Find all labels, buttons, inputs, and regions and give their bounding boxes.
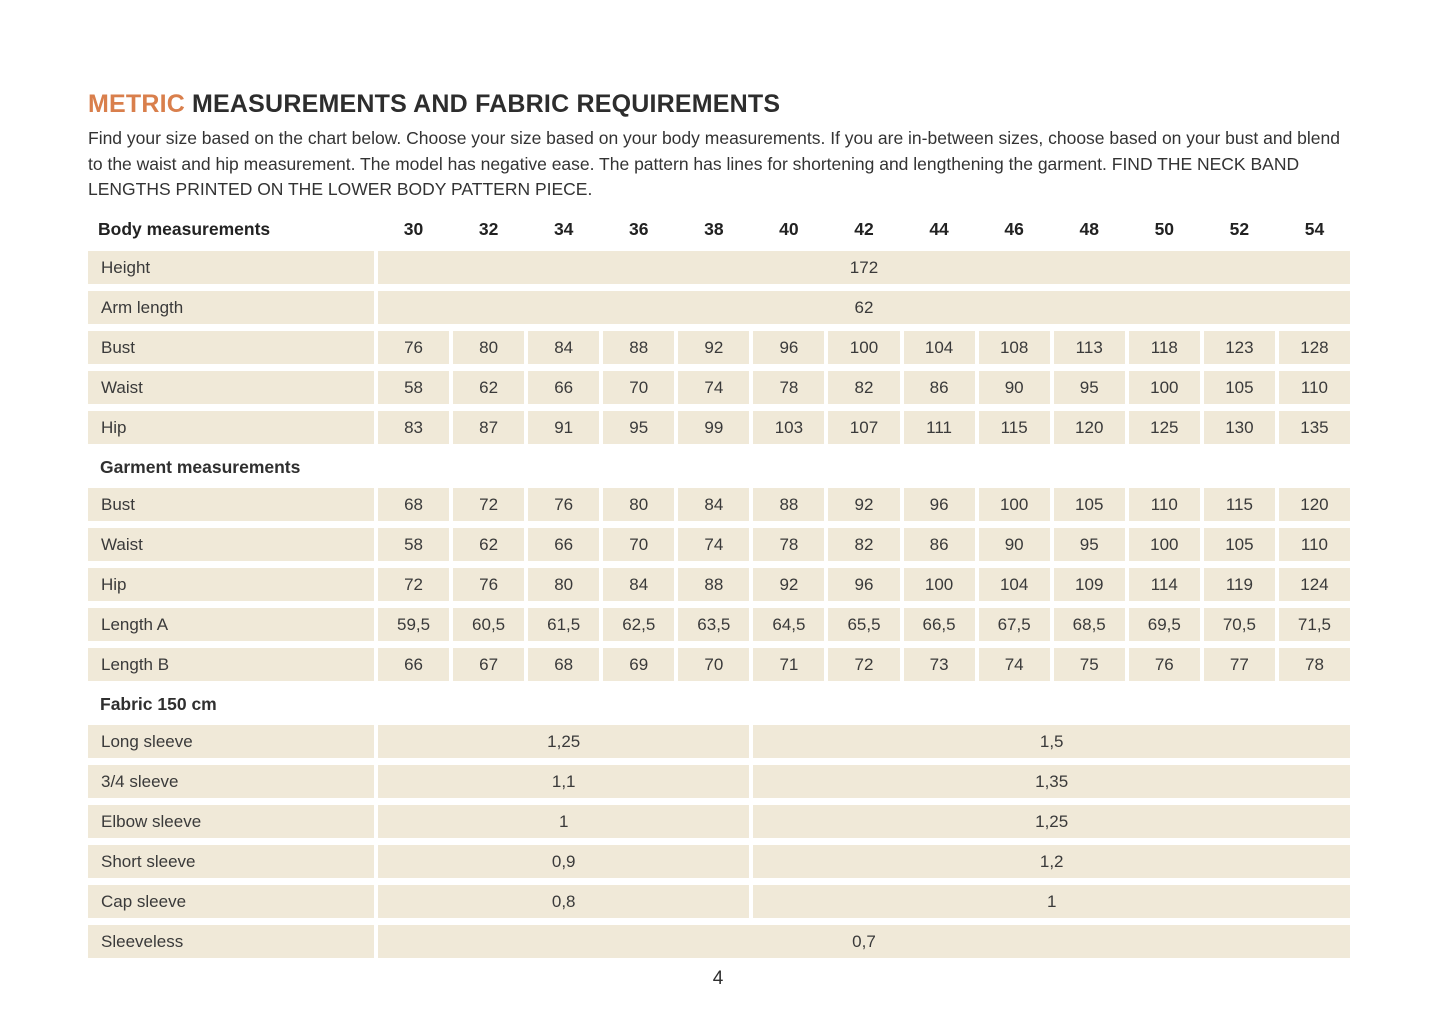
- value-cell-merged-left: 1: [378, 805, 749, 838]
- row-label: Bust: [88, 331, 374, 364]
- value-cell: 76: [378, 331, 449, 364]
- size-column-header: 32: [478, 218, 499, 239]
- value-cell: 67,5: [979, 608, 1050, 641]
- value-cell: 78: [753, 528, 824, 561]
- value-cell: 65,5: [828, 608, 899, 641]
- value-cell-merged-left: 0,8: [378, 885, 749, 918]
- value-cell: 76: [1129, 648, 1200, 681]
- table-row: [88, 608, 1350, 641]
- value-cell: 61,5: [528, 608, 599, 641]
- value-cell-merged-right: 1: [753, 885, 1350, 918]
- value-cell-merged: 0,7: [378, 925, 1350, 958]
- value-cell: 72: [453, 488, 524, 521]
- size-column-header: 30: [403, 218, 424, 239]
- size-column-header: 44: [929, 218, 949, 239]
- value-cell: 110: [1129, 488, 1200, 521]
- value-cell: 78: [753, 371, 824, 404]
- table-row: [88, 725, 1350, 758]
- table-row: [88, 411, 1350, 444]
- value-cell: 110: [1279, 371, 1350, 404]
- size-column-header: 40: [779, 218, 799, 239]
- value-cell: 115: [979, 411, 1050, 444]
- size-column-header: 50: [1154, 218, 1175, 239]
- table-row: [88, 805, 1350, 838]
- row-label: Length A: [88, 608, 374, 641]
- value-cell: 125: [1129, 411, 1200, 444]
- row-label: Waist: [88, 371, 374, 404]
- value-cell: 96: [753, 331, 824, 364]
- row-label: Height: [88, 251, 374, 284]
- value-cell: 59,5: [378, 608, 449, 641]
- table-row: [88, 291, 1350, 324]
- value-cell: 69,5: [1129, 608, 1200, 641]
- value-cell: 103: [753, 411, 824, 444]
- value-cell-merged-right: 1,25: [753, 805, 1350, 838]
- value-cell: 84: [678, 488, 749, 521]
- size-chart: [88, 215, 1350, 958]
- value-cell-merged: 172: [378, 251, 1350, 284]
- value-cell: 86: [904, 528, 975, 561]
- garment-measurements-rows: [88, 488, 1350, 681]
- value-cell: 77: [1204, 648, 1275, 681]
- value-cell: 124: [1279, 568, 1350, 601]
- table-row: [88, 331, 1350, 364]
- value-cell: 68: [378, 488, 449, 521]
- row-label: 3/4 sleeve: [88, 765, 374, 798]
- row-label: Elbow sleeve: [88, 805, 374, 838]
- value-cell: 68,5: [1054, 608, 1125, 641]
- value-cell: 118: [1129, 331, 1200, 364]
- value-cell: 70: [603, 528, 674, 561]
- row-label: Cap sleeve: [88, 885, 374, 918]
- value-cell: 68: [528, 648, 599, 681]
- value-cell: 119: [1204, 568, 1275, 601]
- table-row: [88, 765, 1350, 798]
- value-cell: 105: [1204, 371, 1275, 404]
- value-cell-merged-left: 1,1: [378, 765, 749, 798]
- row-label: Bust: [88, 488, 374, 521]
- value-cell: 88: [603, 331, 674, 364]
- value-cell: 88: [753, 488, 824, 521]
- value-cell: 66: [528, 371, 599, 404]
- size-column-header: 46: [1004, 218, 1024, 239]
- body-measurements-rows: [88, 251, 1350, 444]
- value-cell: 115: [1204, 488, 1275, 521]
- size-header-label: Body measurements: [98, 218, 271, 239]
- value-cell: 113: [1054, 331, 1125, 364]
- value-cell: 114: [1129, 568, 1200, 601]
- value-cell: 74: [678, 371, 749, 404]
- value-cell: 69: [603, 648, 674, 681]
- value-cell: 62: [453, 371, 524, 404]
- value-cell: 110: [1279, 528, 1350, 561]
- value-cell: 120: [1054, 411, 1125, 444]
- fabric-requirements-rows: [88, 725, 1350, 958]
- value-cell: 84: [603, 568, 674, 601]
- value-cell: 80: [453, 331, 524, 364]
- value-cell: 88: [678, 568, 749, 601]
- value-cell: 58: [378, 371, 449, 404]
- value-cell: 58: [378, 528, 449, 561]
- value-cell-merged-left: 0,9: [378, 845, 749, 878]
- value-cell: 95: [1054, 528, 1125, 561]
- value-cell: 71,5: [1279, 608, 1350, 641]
- value-cell: 80: [603, 488, 674, 521]
- size-column-header: 36: [629, 218, 649, 239]
- value-cell: 100: [1129, 528, 1200, 561]
- value-cell: 66: [378, 648, 449, 681]
- value-cell: 105: [1054, 488, 1125, 521]
- table-row: [88, 528, 1350, 561]
- value-cell: 108: [979, 331, 1050, 364]
- intro-paragraph: Find your size based on the chart below. Choose your size based on your body measurements. If you are in-between sizes, choose based on your bust and blend to the waist and hip measurement. The model has negative ease. The pattern has lines for shortening and lengthening the garment. FIND THE NECK BAND LENGTHS PRINTED ON THE LOWER BODY PATTERN PIECE.: [88, 128, 1340, 199]
- document-page: [88, 90, 1350, 965]
- value-cell: 62,5: [603, 608, 674, 641]
- value-cell: 92: [678, 331, 749, 364]
- value-cell: 96: [904, 488, 975, 521]
- value-cell: 100: [904, 568, 975, 601]
- size-column-header: 42: [854, 218, 874, 239]
- value-cell: 70: [603, 371, 674, 404]
- table-row: [88, 568, 1350, 601]
- value-cell: 70,5: [1204, 608, 1275, 641]
- value-cell: 76: [528, 488, 599, 521]
- value-cell: 87: [453, 411, 524, 444]
- size-column-header: 52: [1229, 218, 1250, 239]
- value-cell: 73: [904, 648, 975, 681]
- value-cell: 72: [378, 568, 449, 601]
- value-cell: 104: [979, 568, 1050, 601]
- row-label: Arm length: [88, 291, 374, 324]
- size-header-row: [88, 215, 1350, 244]
- value-cell: 104: [904, 331, 975, 364]
- value-cell-merged-right: 1,35: [753, 765, 1350, 798]
- row-label: Hip: [88, 411, 374, 444]
- value-cell: 100: [979, 488, 1050, 521]
- value-cell: 90: [979, 371, 1050, 404]
- table-row: [88, 488, 1350, 521]
- value-cell: 72: [828, 648, 899, 681]
- value-cell: 105: [1204, 528, 1275, 561]
- value-cell-merged-left: 1,25: [378, 725, 749, 758]
- value-cell: 82: [828, 371, 899, 404]
- value-cell: 120: [1279, 488, 1350, 521]
- table-row: [88, 648, 1350, 681]
- value-cell: 60,5: [453, 608, 524, 641]
- size-column-header: 38: [704, 218, 724, 239]
- page-title-accent: METRIC: [88, 90, 186, 118]
- value-cell: 76: [453, 568, 524, 601]
- value-cell: 63,5: [678, 608, 749, 641]
- value-cell: 75: [1054, 648, 1125, 681]
- page-number: 4: [712, 968, 724, 989]
- value-cell: 100: [1129, 371, 1200, 404]
- value-cell-merged-right: 1,2: [753, 845, 1350, 878]
- table-row: [88, 925, 1350, 958]
- value-cell: 107: [828, 411, 899, 444]
- value-cell: 123: [1204, 331, 1275, 364]
- page-title: [88, 90, 1350, 119]
- value-cell: 99: [678, 411, 749, 444]
- value-cell: 135: [1279, 411, 1350, 444]
- value-cell: 70: [678, 648, 749, 681]
- value-cell: 83: [378, 411, 449, 444]
- value-cell-merged-right: 1,5: [753, 725, 1350, 758]
- value-cell: 92: [828, 488, 899, 521]
- value-cell: 91: [528, 411, 599, 444]
- value-cell: 130: [1204, 411, 1275, 444]
- value-cell-merged: 62: [378, 291, 1350, 324]
- size-column-header: 48: [1079, 218, 1099, 239]
- value-cell: 64,5: [753, 608, 824, 641]
- row-label: Sleeveless: [88, 925, 374, 958]
- value-cell: 66: [528, 528, 599, 561]
- garment-section-label: Garment measurements: [100, 456, 301, 477]
- page-title-rest: MEASUREMENTS AND FABRIC REQUIREMENTS: [192, 90, 781, 118]
- value-cell: 67: [453, 648, 524, 681]
- row-label: Hip: [88, 568, 374, 601]
- row-label: Short sleeve: [88, 845, 374, 878]
- fabric-section-label: Fabric 150 cm: [100, 693, 217, 714]
- row-label: Long sleeve: [88, 725, 374, 758]
- value-cell: 111: [904, 411, 975, 444]
- value-cell: 86: [904, 371, 975, 404]
- value-cell: 109: [1054, 568, 1125, 601]
- table-row: [88, 885, 1350, 918]
- table-row: [88, 251, 1350, 284]
- value-cell: 100: [828, 331, 899, 364]
- value-cell: 92: [753, 568, 824, 601]
- value-cell: 74: [979, 648, 1050, 681]
- value-cell: 71: [753, 648, 824, 681]
- value-cell: 95: [1054, 371, 1125, 404]
- value-cell: 78: [1279, 648, 1350, 681]
- row-label: Length B: [88, 648, 374, 681]
- value-cell: 128: [1279, 331, 1350, 364]
- size-column-header: 34: [553, 218, 574, 239]
- value-cell: 84: [528, 331, 599, 364]
- table-row: [88, 845, 1350, 878]
- value-cell: 80: [528, 568, 599, 601]
- value-cell: 90: [979, 528, 1050, 561]
- value-cell: 66,5: [904, 608, 975, 641]
- value-cell: 74: [678, 528, 749, 561]
- value-cell: 96: [828, 568, 899, 601]
- value-cell: 82: [828, 528, 899, 561]
- value-cell: 95: [603, 411, 674, 444]
- size-column-header: 54: [1304, 218, 1325, 239]
- row-label: Waist: [88, 528, 374, 561]
- value-cell: 62: [453, 528, 524, 561]
- table-row: [88, 371, 1350, 404]
